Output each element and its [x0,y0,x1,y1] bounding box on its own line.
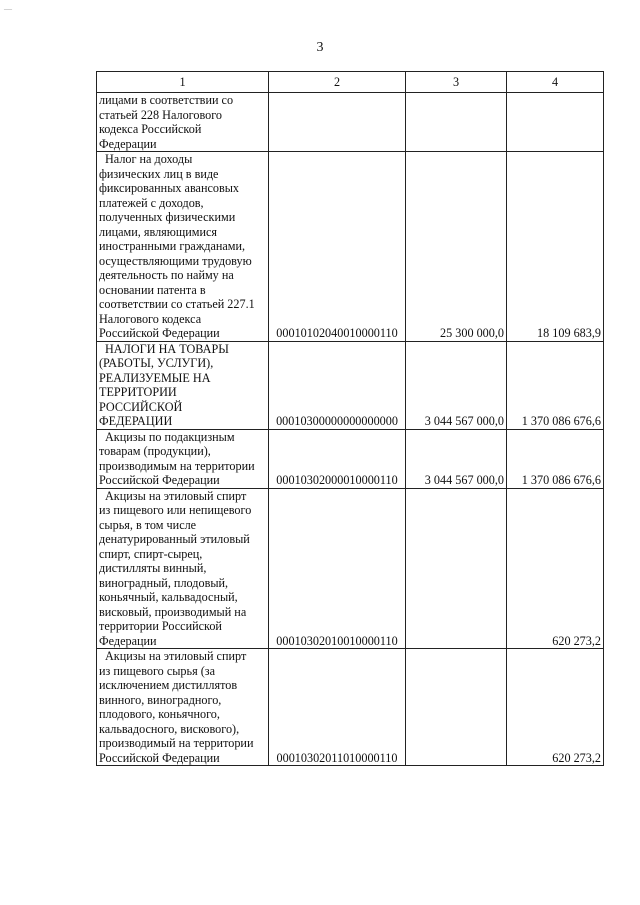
indicator-name-line: Российской Федерации [99,473,220,487]
indicator-name-line: плодового, коньячного, [99,707,220,721]
indicator-name-line: ТЕРРИТОРИИ [99,385,177,399]
budget-code-cell [269,93,406,152]
indicator-name-line: Акцизы на этиловый спирт [105,649,247,663]
actual-amount-cell: 1 370 086 676,6 [507,341,604,429]
indicator-name-line: Федерации [99,136,157,151]
indicator-name-line: висковый, производимый на [99,604,247,619]
indicator-name-line: виноградный, плодовый, [99,575,229,590]
indicator-name-line: производимым на территории [99,458,255,473]
budget-code-cell: 00010102040010000110 [269,152,406,342]
indicator-name-line: осуществляющими трудовую [99,253,252,268]
planned-amount-cell [406,649,507,766]
budget-code-cell: 00010302010010000110 [269,488,406,649]
table-row [97,429,604,488]
planned-amount-cell: 3 044 567 000,0 [406,429,507,488]
column-header-3: 3 [406,72,507,93]
indicator-name-line: (РАБОТЫ, УСЛУГИ), [99,356,214,370]
planned-amount-cell: 3 044 567 000,0 [406,341,507,429]
indicator-name-line: дистилляты винный, [99,561,207,575]
actual-amount-cell: 620 273,2 [507,488,604,649]
indicator-name-line: статьей 228 Налогового [99,107,223,122]
table-row [97,649,604,766]
table-row [97,152,604,342]
table-row [97,93,604,152]
indicator-name-line: РЕАЛИЗУЕМЫЕ НА [99,370,211,385]
page-number: 3 [316,40,324,55]
actual-amount-cell: 1 370 086 676,6 [507,429,604,488]
actual-amount-cell: 18 109 683,9 [507,152,604,342]
planned-amount-cell [406,93,507,152]
actual-amount-cell: 620 273,2 [507,649,604,766]
indicator-name-line: иностранными гражданами, [99,239,246,253]
indicator-name-line: Налогового кодекса [99,311,202,326]
budget-code-cell: 00010302011010000110 [269,649,406,766]
actual-amount-cell [507,93,604,152]
indicator-name-cell [97,152,269,342]
indicator-name-line: Акцизы на этиловый спирт [105,488,247,503]
table-header-row [97,72,604,93]
indicator-name-line: Российской Федерации [99,326,220,340]
indicator-name-line: сырья, в том числе [99,517,197,532]
revenue-table [96,71,604,766]
indicator-name-line: соответствии со статьей 227.1 [99,297,255,311]
indicator-name-line: денатурированный этиловый [99,532,250,546]
planned-amount-cell [406,488,507,649]
indicator-name-line: товарам (продукции), [99,444,211,458]
indicator-name-line: кальвадосного, вискового), [99,721,240,736]
indicator-name-line: из пищевого или непищевого [99,503,252,517]
budget-code-cell: 00010302000010000110 [269,429,406,488]
indicator-name-cell [97,488,269,649]
indicator-name-line: Российской Федерации [99,750,220,765]
indicator-name-line: физических лиц в виде [99,166,219,181]
indicator-name-line: ФЕДЕРАЦИИ [99,414,173,428]
indicator-name-line: территории Российской [99,619,222,633]
indicator-name-line: Федерации [99,633,157,648]
indicator-name-line: РОССИЙСКОЙ [99,399,183,414]
indicator-name-line: производимый на территории [99,736,254,750]
indicator-name-line: лицами в соответствии со [99,93,234,107]
indicator-name-line: из пищевого сырья (за [99,663,216,678]
table-row [97,488,604,649]
indicator-name-cell [97,341,269,429]
indicator-name-line: основании патента в [99,282,206,297]
indicator-name-cell [97,649,269,766]
indicator-name-line: деятельность по найму на [99,268,234,282]
indicator-name-line: спирт, спирт-сырец, [99,546,203,561]
budget-code-cell: 00010300000000000000 [269,341,406,429]
column-header-2: 2 [269,72,406,93]
indicator-name-line: исключением дистиллятов [99,678,238,692]
indicator-name-line: лицами, являющимися [99,224,218,239]
indicator-name-cell [97,429,269,488]
table-body [97,93,604,766]
indicator-name-line: Акцизы по подакцизным [105,429,235,444]
indicator-name-line: полученных физическими [99,210,236,224]
indicator-name-line: винного, виноградного, [99,692,222,707]
scan-corner-mark: — [4,4,12,13]
indicator-name-line: платежей с доходов, [99,195,204,210]
column-header-1: 1 [97,72,269,93]
indicator-name-line: НАЛОГИ НА ТОВАРЫ [105,341,229,356]
indicator-name-line: коньячный, кальвадосный, [99,590,238,604]
indicator-name-cell [97,93,269,152]
planned-amount-cell: 25 300 000,0 [406,152,507,342]
indicator-name-line: кодекса Российской [99,122,202,136]
column-header-4: 4 [507,72,604,93]
indicator-name-line: фиксированных авансовых [99,181,240,195]
table-row [97,341,604,429]
indicator-name-line: Налог на доходы [105,152,193,166]
